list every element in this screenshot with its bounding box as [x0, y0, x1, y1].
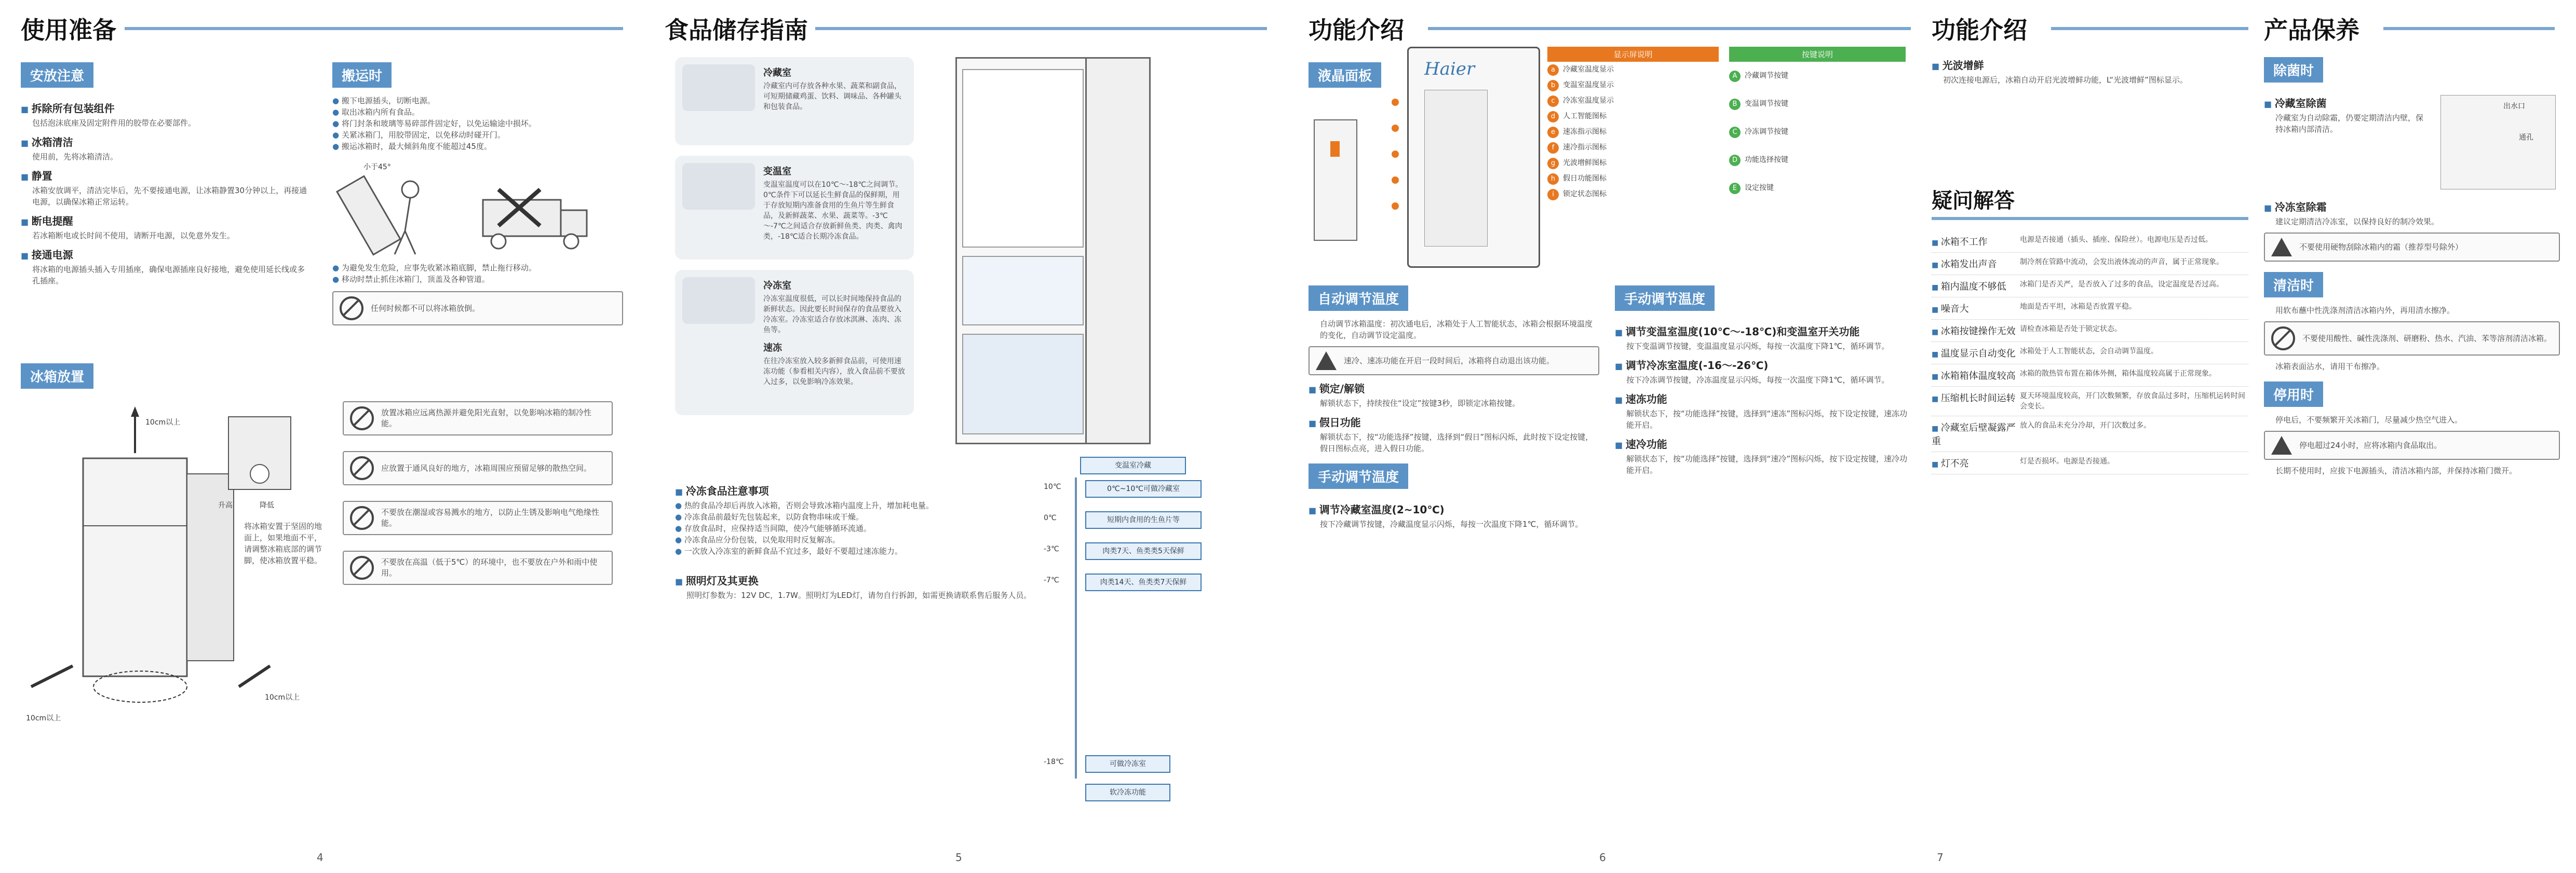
top-clearance-label: 10cm以上 [145, 418, 181, 427]
faq-heading: 疑问解答 [1932, 184, 2248, 220]
side-clearance-label: 10cm以上 [26, 714, 61, 722]
placement-note: 将冰箱安置于坚固的地面上，如果地面不平，请调整冰箱底部的调节脚，使冰箱放置平稳。 [244, 522, 322, 565]
faq-row: ■ 噪音大 地面是否平坦，冰箱是否放置平稳。 [1932, 297, 2248, 320]
fridge-diagram [955, 57, 1088, 444]
prohibited-icon [2271, 326, 2295, 350]
legend-item: A 冷藏调节按键 [1729, 62, 1906, 90]
notice-box: 停电超过24小时，应将冰箱内食品取出。 [2264, 431, 2560, 460]
food-block-freezer: 冷冻室 冷冻室温度很低，可以长时间地保持食品的新鲜状态。因此要长时间保存的食品要放入冷冻室。冷冻室适合存放冰淇淋、冻肉、冻鱼等。 速冻 在往冷冻室放入较多新鲜食品前，可使用速冻功能（参看相关内容），放入食品前不要放入过多，以免影响冷冻效果。 [675, 270, 914, 415]
faq-row: ■ 冰箱不工作 电源是否接通（插头、插座、保险丝）。电源电压是否过低。 [1932, 230, 2248, 253]
section-heading-deodor: 除菌时 [2264, 57, 2323, 83]
section-heading-moving: 搬运时 [332, 62, 392, 88]
back-clearance-label: 10cm以上 [265, 693, 300, 702]
temp-row: 0℃~10℃可做冷藏室 [1085, 480, 1202, 498]
prohibited-icon [340, 296, 363, 320]
indicator-dot [1392, 99, 1399, 106]
faq-row: ■ 灯不亮 灯是否损坏。电源是否接通。 [1932, 452, 2248, 474]
section-heading-clean: 清洁时 [2264, 272, 2323, 297]
title-rule [1428, 27, 1911, 30]
faq-row: ■ 冰箱按键操作无效 请检查冰箱是否处于锁定状态。 [1932, 320, 2248, 342]
moving-column [332, 57, 623, 331]
temp-row: 肉类14天、鱼类类7天保鲜 [1085, 574, 1202, 591]
warning-box: 应放置于通风良好的地方，冰箱周围应预留足够的散热空间。 [343, 451, 613, 485]
moving-illustration [332, 158, 623, 262]
warning-box: 不要使用酸性、碱性洗涤剂、研磨粉、热水、汽油、苯等溶剂清洁冰箱。 [2264, 321, 2560, 356]
indicator-dot [1392, 176, 1399, 184]
page-number: 5 [955, 851, 962, 864]
temp-top-label: 变温室冷藏 [1080, 457, 1186, 474]
meat-icon [682, 277, 755, 324]
section-heading-panel: 液晶面板 [1309, 62, 1381, 88]
temp-mode-label: 软冷冻功能 [1085, 784, 1170, 801]
freeze-notes: ■ 冷冻食品注意事项 ● 热的食品冷却后再放入冰箱，否则会导致冰箱内温度上升，增加耗电量。 ● 冷冻食品前最好先包装起来，以防食物串味或干燥。 ● 存放食品时，应保持适当间隙，使冷气能够循环流通。 ● 冷冻食品应分份包装，以免取用时反复解冻。 ● 一次放入冷冻室的新鲜食品不宜过多，最好不要超过速冻能力。 ■ 照明灯及其更换 照明灯参数为：12V DC，1.7W。照明灯为LED灯，请勿自行拆卸，如需更换请联系售后服务人员。 [675, 478, 1033, 605]
warning-box: 不要放在潮湿或容易溅水的地方，以防止生锈及影响电气绝缘性能。 [343, 501, 613, 535]
tick-label: 10℃ [1044, 483, 1061, 491]
legend-item: h 假日功能图标 [1547, 171, 1719, 186]
fridge-door [1085, 57, 1151, 444]
light-text: 照明灯参数为：12V DC，1.7W。照明灯为LED灯，请勿自行拆卸，如需更换请联系售后服务人员。 [686, 591, 1032, 600]
faq-column: ■ 光波增鲜 初次连接电源后，冰箱自动开启光波增鲜功能，L“光波增鲜”图标显示。 疑问解答 ■ 冰箱不工作 电源是否接通（插头、插座、保险丝）。电源电压是否过低。 ■ 冰箱发出声音 制冷剂在管路中流动，会发出液体流动的声音，属于正常现象。 ■ 箱内温度不够低 冰箱门是否关严，是否放入了过多的食品，设定温度是否过高。 ■ 噪音大 地面是否平坦，冰箱是否放置平稳。 ■ 冰箱按键操作无效 请检查冰箱是否处于锁定状态。 ■ 温度显示自动变化 冰箱处于人工智能状态，会自动调节温度。 ■ 冰箱箱体温度较高 冰箱的散热管布置在箱体外侧，箱体温度较高属于正常现象。 ■ 压缩机长时间运转 夏天环境温度较高，开门次数频繁，存放食品过多时，压缩机运转时间会变长。 ■ 冷藏室后壁凝露严重 放入的食品未充分冷却，开门次数过多。 ■ 灯不亮 灯是否损坏。电源是否接通。 [1932, 52, 2248, 474]
faq-row: ■ 冷藏室后壁凝露严重 放入的食品未充分冷却，开门次数过多。 [1932, 416, 2248, 452]
tick-label: 0℃ [1044, 514, 1057, 522]
fridge-icon [1314, 119, 1357, 241]
drain-label: 通孔 [2519, 133, 2533, 142]
legend-item: B 变温调节按键 [1729, 90, 1906, 118]
prohibited-icon [350, 556, 374, 580]
fridge-compartment [962, 69, 1084, 248]
warning-box: 任何时候都不可以将冰箱放倒。 [332, 291, 623, 325]
section-heading-stop: 停用时 [2264, 381, 2323, 407]
control-panel [1407, 47, 1540, 268]
warning-box: 放置冰箱应远离热源并避免阳光直射，以免影响冰箱的制冷性能。 [343, 401, 613, 435]
page-number: 4 [317, 851, 323, 864]
temp-bottom-label: 可做冷冻室 [1085, 755, 1170, 773]
page-5 [644, 0, 1288, 873]
indicator-dot [1392, 151, 1399, 158]
notes-heading: ■ 冷冻食品注意事项 [675, 483, 1033, 498]
temp-row: 肉类7天、鱼类类5天保鲜 [1085, 542, 1202, 560]
food-block-fridge: 冷藏室 冷藏室内可存放各种水果、蔬菜和副食品，可短期储藏鸡蛋、饮料、调味品、各种罐头和包装食品。 [675, 57, 914, 145]
legend-item: C 冷冻调节按键 [1729, 118, 1906, 146]
placement-warnings [343, 396, 613, 590]
legend-item: E 设定按键 [1729, 174, 1906, 202]
page-title-left: 功能介绍 [1932, 16, 2027, 44]
faq-row: ■ 箱内温度不够低 冰箱门是否关严，是否放入了过多的食品，设定温度是否过高。 [1932, 275, 2248, 297]
fish-icon [682, 163, 755, 210]
temp-row: 短期内食用的生鱼片等 [1085, 511, 1202, 529]
title-rule [2383, 27, 2555, 30]
title-rule [2051, 27, 2248, 30]
freezer-compartment [962, 334, 1084, 434]
legend-item: e 速冻指示图标 [1547, 124, 1719, 140]
safety-item: ■ 断电提醒 若冰箱断电或长时间不使用，请断开电源，以免意外发生。 [21, 213, 312, 241]
page-6 [1288, 0, 1932, 873]
faq-row: ■ 冰箱箱体温度较高 冰箱的散热管布置在箱体外侧，箱体温度较高属于正常现象。 [1932, 364, 2248, 387]
faq-row: ■ 压缩机长时间运转 夏天环境温度较高，开门次数频繁，存放食品过多时，压缩机运转时间会变长。 [1932, 387, 2248, 416]
section-heading-safety: 安放注意 [21, 62, 93, 88]
notice-box: 不要使用硬物刮除冰箱内的霜（推荐型号除外） [2264, 233, 2560, 262]
outlet-label: 出水口 [2503, 102, 2525, 111]
prohibited-icon [350, 506, 374, 530]
legend-item: a 冷藏室温度显示 [1547, 62, 1719, 77]
caution-icon [2271, 436, 2292, 455]
page-title: 功能介绍 [1309, 16, 1404, 44]
page-4 [0, 0, 644, 873]
notice-box: 速冷、速冻功能在开启一段时间后，冰箱将自动退出该功能。 [1309, 346, 1599, 375]
lower-label: 降低 [260, 501, 274, 510]
angle-label: 小于45° [363, 163, 391, 171]
food-block-variable: 变温室 变温室温度可以在10℃～-18℃之间调节。0℃条件下可以延长生鲜食品的保鲜期，用于存放短期内准备食用的生鱼片等生鲜食品，及新鲜蔬菜、水果、蔬菜等。-3℃～-7℃之间适合存放新鲜鱼类、肉类、禽肉类，-18℃适合长期冷冻食品。 [675, 156, 914, 260]
title-rule [125, 27, 623, 30]
legend-item: f 速冷指示图标 [1547, 140, 1719, 155]
maintenance-column: 除菌时 ■ 冷藏室除菌 冷藏室为自动除霜，仍要定期清洁内壁，保持冰箱内部清洁。 出水口 通孔 ■ 冷冻室除霜 建议定期清洁冷冻室，以保持良好的制冷效果。 不要使用硬物刮除冰箱内的霜（推荐型号除外） 清洁时 用软布蘸中性洗涤剂清洁冰箱内外，再用清水擦净。 不要使用酸性、碱性洗涤剂、研磨粉、热水、汽油、苯等溶剂清洁冰箱。 冰箱表面沾水，请用干布擦净。 停用时 停电后，不要频繁开关冰箱门，尽量减少热空气进入。 停电超过24小时，应将冰箱内食品取出。 长期不使用时，应拔下电源插头，清洁冰箱内部，并保持冰箱门微开。 [2264, 52, 2560, 481]
drain-illustration [2440, 95, 2556, 189]
prohibited-icon [350, 456, 374, 480]
moving-bullets-2: ● 为避免发生危险，应事先收紧冰箱底脚，禁止拖行移动。 ● 移动时禁止抓住冰箱门，顶盖及各种管道。 [332, 262, 623, 285]
section-heading-manual: 手动调节温度 [1309, 463, 1408, 489]
page-title: 食品储存指南 [665, 16, 808, 44]
legend-item: c 冷冻室温度显示 [1547, 93, 1719, 108]
safety-column [21, 57, 312, 291]
brand-logo: Haier [1424, 59, 1475, 79]
safety-item: ■ 拆除所有包装组件 包括泡沫底座及固定附件用的胶带在必要部件。 [21, 100, 312, 129]
indicator-dot [1392, 125, 1399, 132]
page-title-right: 产品保养 [2264, 16, 2359, 44]
display-legend: 显示屏说明 a 冷藏室温度显示 b 变温室温度显示 c 冷冻室温度显示 d 人工智能图标 e 速冻指示图标 f 速冷指示图标 g 光波增鲜图标 h 假日功能图标 i 锁定状态图标 [1547, 47, 1719, 202]
legend-item: i 锁定状态图标 [1547, 186, 1719, 202]
legend-item: g 光波增鲜图标 [1547, 155, 1719, 171]
tick-label: -3℃ [1044, 545, 1059, 553]
faq-row: ■ 温度显示自动变化 冰箱处于人工智能状态，会自动调节温度。 [1932, 342, 2248, 364]
page-7 [1932, 0, 2575, 873]
vegetables-icon [682, 64, 755, 111]
function-right-column: 手动调节温度 ■ 调节变温室温度(10℃～-18℃)和变温室开关功能 按下变温调节按键，变温温度显示闪烁，每按一次温度下降1℃，循环调节。 ■ 调节冷冻室温度(-16～-26℃) 按下冷冻调节按键，冷冻温度显示闪烁，每按一次温度下降1℃，循环调节。 ■ 速冻功能 解锁状态下，按“功能选择”按键，选择到“速冻”图标闪烁，按下设定按键，速冻功能开启。 ■ 速冷功能 解锁状态下，按“功能选择”按键，选择到“速冷”图标闪烁，按下设定按键，速冷功能开启。 [1615, 280, 1911, 480]
moving-bullets: ● 搬下电源插头，切断电源。 ● 取出冰箱内所有食品。 ● 将门封条和玻璃等易碎部件固定好，以免运输途中损坏。 ● 关紧冰箱门，用胶带固定，以免移动时碰开门。 ● 搬运冰箱时，最大倾斜角度不能超过45度。 [332, 95, 623, 152]
raise-label: 升高 [218, 501, 233, 510]
tick-label: -7℃ [1044, 576, 1059, 584]
legend-item: b 变温室温度显示 [1547, 77, 1719, 93]
tick-label: -18℃ [1044, 758, 1064, 766]
page-title: 使用准备 [21, 16, 116, 44]
moving-person-icon [332, 158, 623, 262]
fridge-clearance-illustration [21, 396, 312, 770]
title-rule [815, 27, 1267, 30]
caution-icon [2271, 238, 2292, 256]
placement-section [21, 358, 623, 770]
safety-item: ■ 静置 冰箱安放调平，清洁完毕后，先不要接通电源，让冰箱静置30分钟以上，再接通电源，以确保冰箱正常运转。 [21, 168, 312, 208]
warning-box: 不要放在高温（低于5℃）的环境中，也不要放在户外和雨中使用。 [343, 551, 613, 585]
legend-item: D 功能选择按键 [1729, 146, 1906, 174]
section-heading-placement: 冰箱放置 [21, 363, 93, 389]
light-heading: ■ 照明灯及其更换 [675, 572, 1033, 588]
caution-icon [1316, 351, 1337, 370]
temp-scale [1044, 457, 1272, 815]
function-left-column: 自动调节温度 自动调节冰箱温度：初次通电后，冰箱处于人工智能状态，冰箱会根据环境温度的变化，自动调节设定温度。 速冷、速冻功能在开启一段时间后，冰箱将自动退出该功能。 ■ 锁定/解锁 解锁状态下，持续按住“设定”按键3秒，即锁定冰箱按键。 ■ 假日功能 解锁状态下，按“功能选择”按键，选择到“假日”图标闪烁，此时按下设定按键，假日图标点亮，进入假日功能。 手动调节温度 ■ 调节冷藏室温度(2~10℃) 按下冷藏调节按键，冷藏温度显示闪烁，每按一次温度下降1℃，循环调节。 [1309, 280, 1599, 534]
lcd-display [1424, 90, 1488, 247]
legend-item: d 人工智能图标 [1547, 108, 1719, 124]
page-number: 6 [1599, 851, 1606, 864]
section-heading-auto: 自动调节温度 [1309, 285, 1408, 311]
faq-row: ■ 冰箱发出声音 制冷剂在管路中流动，会发出液体流动的声音，属于正常现象。 [1932, 253, 2248, 275]
page-number: 7 [1937, 851, 1944, 864]
safety-item: ■ 接通电源 将冰箱的电源插头插入专用插座，确保电源插座良好接地，避免使用延长线或多孔插座。 [21, 247, 312, 287]
indicator-dot [1392, 202, 1399, 210]
button-legend: 按键说明 A 冷藏调节按键 B 变温调节按键 C 冷冻调节按键 D 功能选择按键 E 设定按键 [1729, 47, 1906, 202]
prohibited-icon [350, 406, 374, 430]
variable-compartment [962, 256, 1084, 325]
safety-item: ■ 冰箱清洁 使用前，先将冰箱清洁。 [21, 134, 312, 162]
section-heading-manual-2: 手动调节温度 [1615, 285, 1715, 311]
